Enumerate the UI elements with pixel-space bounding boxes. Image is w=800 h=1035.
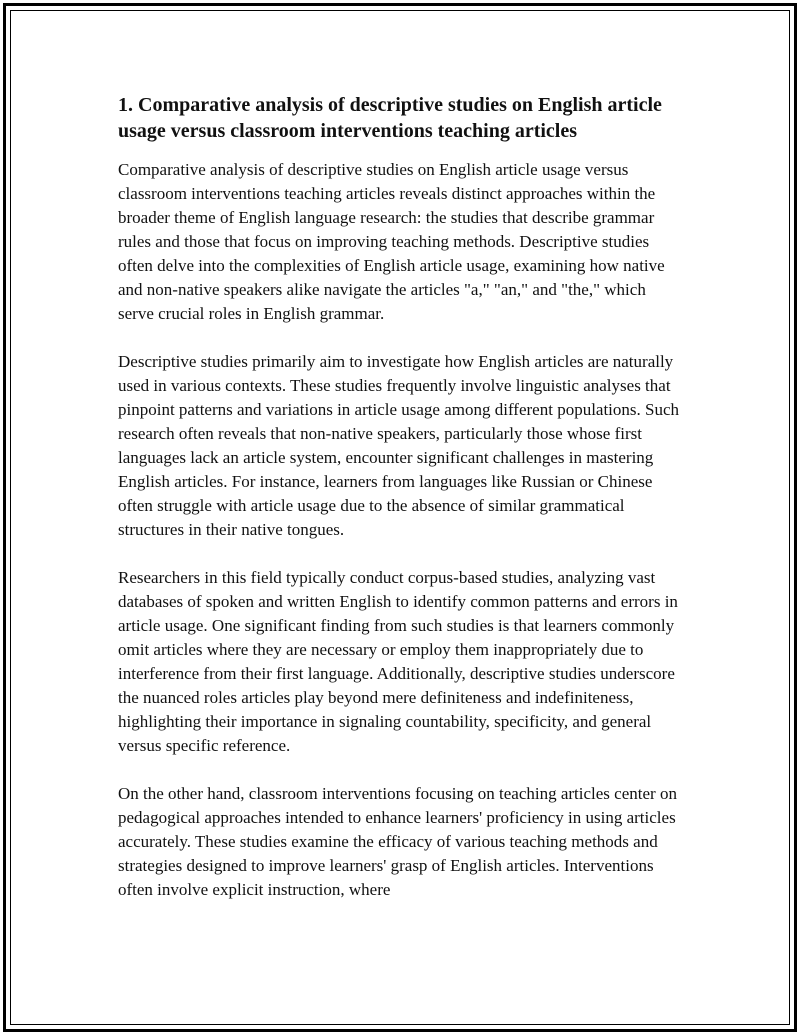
section-heading: 1. Comparative analysis of descriptive studies on English article usage versus classroom interventions teaching articles (118, 94, 662, 142)
paragraph: Descriptive studies primarily aim to investigate how English articles are naturally used in various contexts. These studies frequently involve linguistic analyses that pinpoint patterns and variations in article usage among different populations. Such research often reveals that non-native speakers, particularly those whose first languages lack an article system, encounter significant challenges in mastering English articles. For instance, learners from languages like Russian or Chinese often struggle with article usage due to the absence of similar grammatical structures in their native tongues. (118, 352, 680, 539)
paragraph: Researchers in this field typically conduct corpus-based studies, analyzing vast databases of spoken and written English to identify common patterns and errors in article usage. One significant finding from such studies is that learners commonly omit articles where they are necessary or employ them inappropriately due to interference from their first language. Additionally, descriptive studies underscore the nuanced roles articles play beyond mere definiteness and indefiniteness, highlighting their importance in signaling countability, specificity, and general versus specific reference. (118, 568, 678, 755)
document-body (118, 92, 684, 926)
paragraph: Comparative analysis of descriptive studies on English article usage versus classroom interventions teaching articles reveals distinct approaches within the broader theme of English language research: the studies that describe grammar rules and those that focus on improving teaching methods. Descriptive studies often delve into the complexities of English article usage, examining how native and non-native speakers alike navigate the articles "a," "an," and "the," which serve crucial roles in English grammar. (118, 160, 665, 323)
paragraph: On the other hand, classroom interventions focusing on teaching articles center on pedagogical approaches intended to enhance learners' proficiency in using articles accurately. These studies examine the efficacy of various teaching methods and strategies designed to improve learners' grasp of English articles. Interventions often involve explicit instruction, where (118, 784, 677, 899)
